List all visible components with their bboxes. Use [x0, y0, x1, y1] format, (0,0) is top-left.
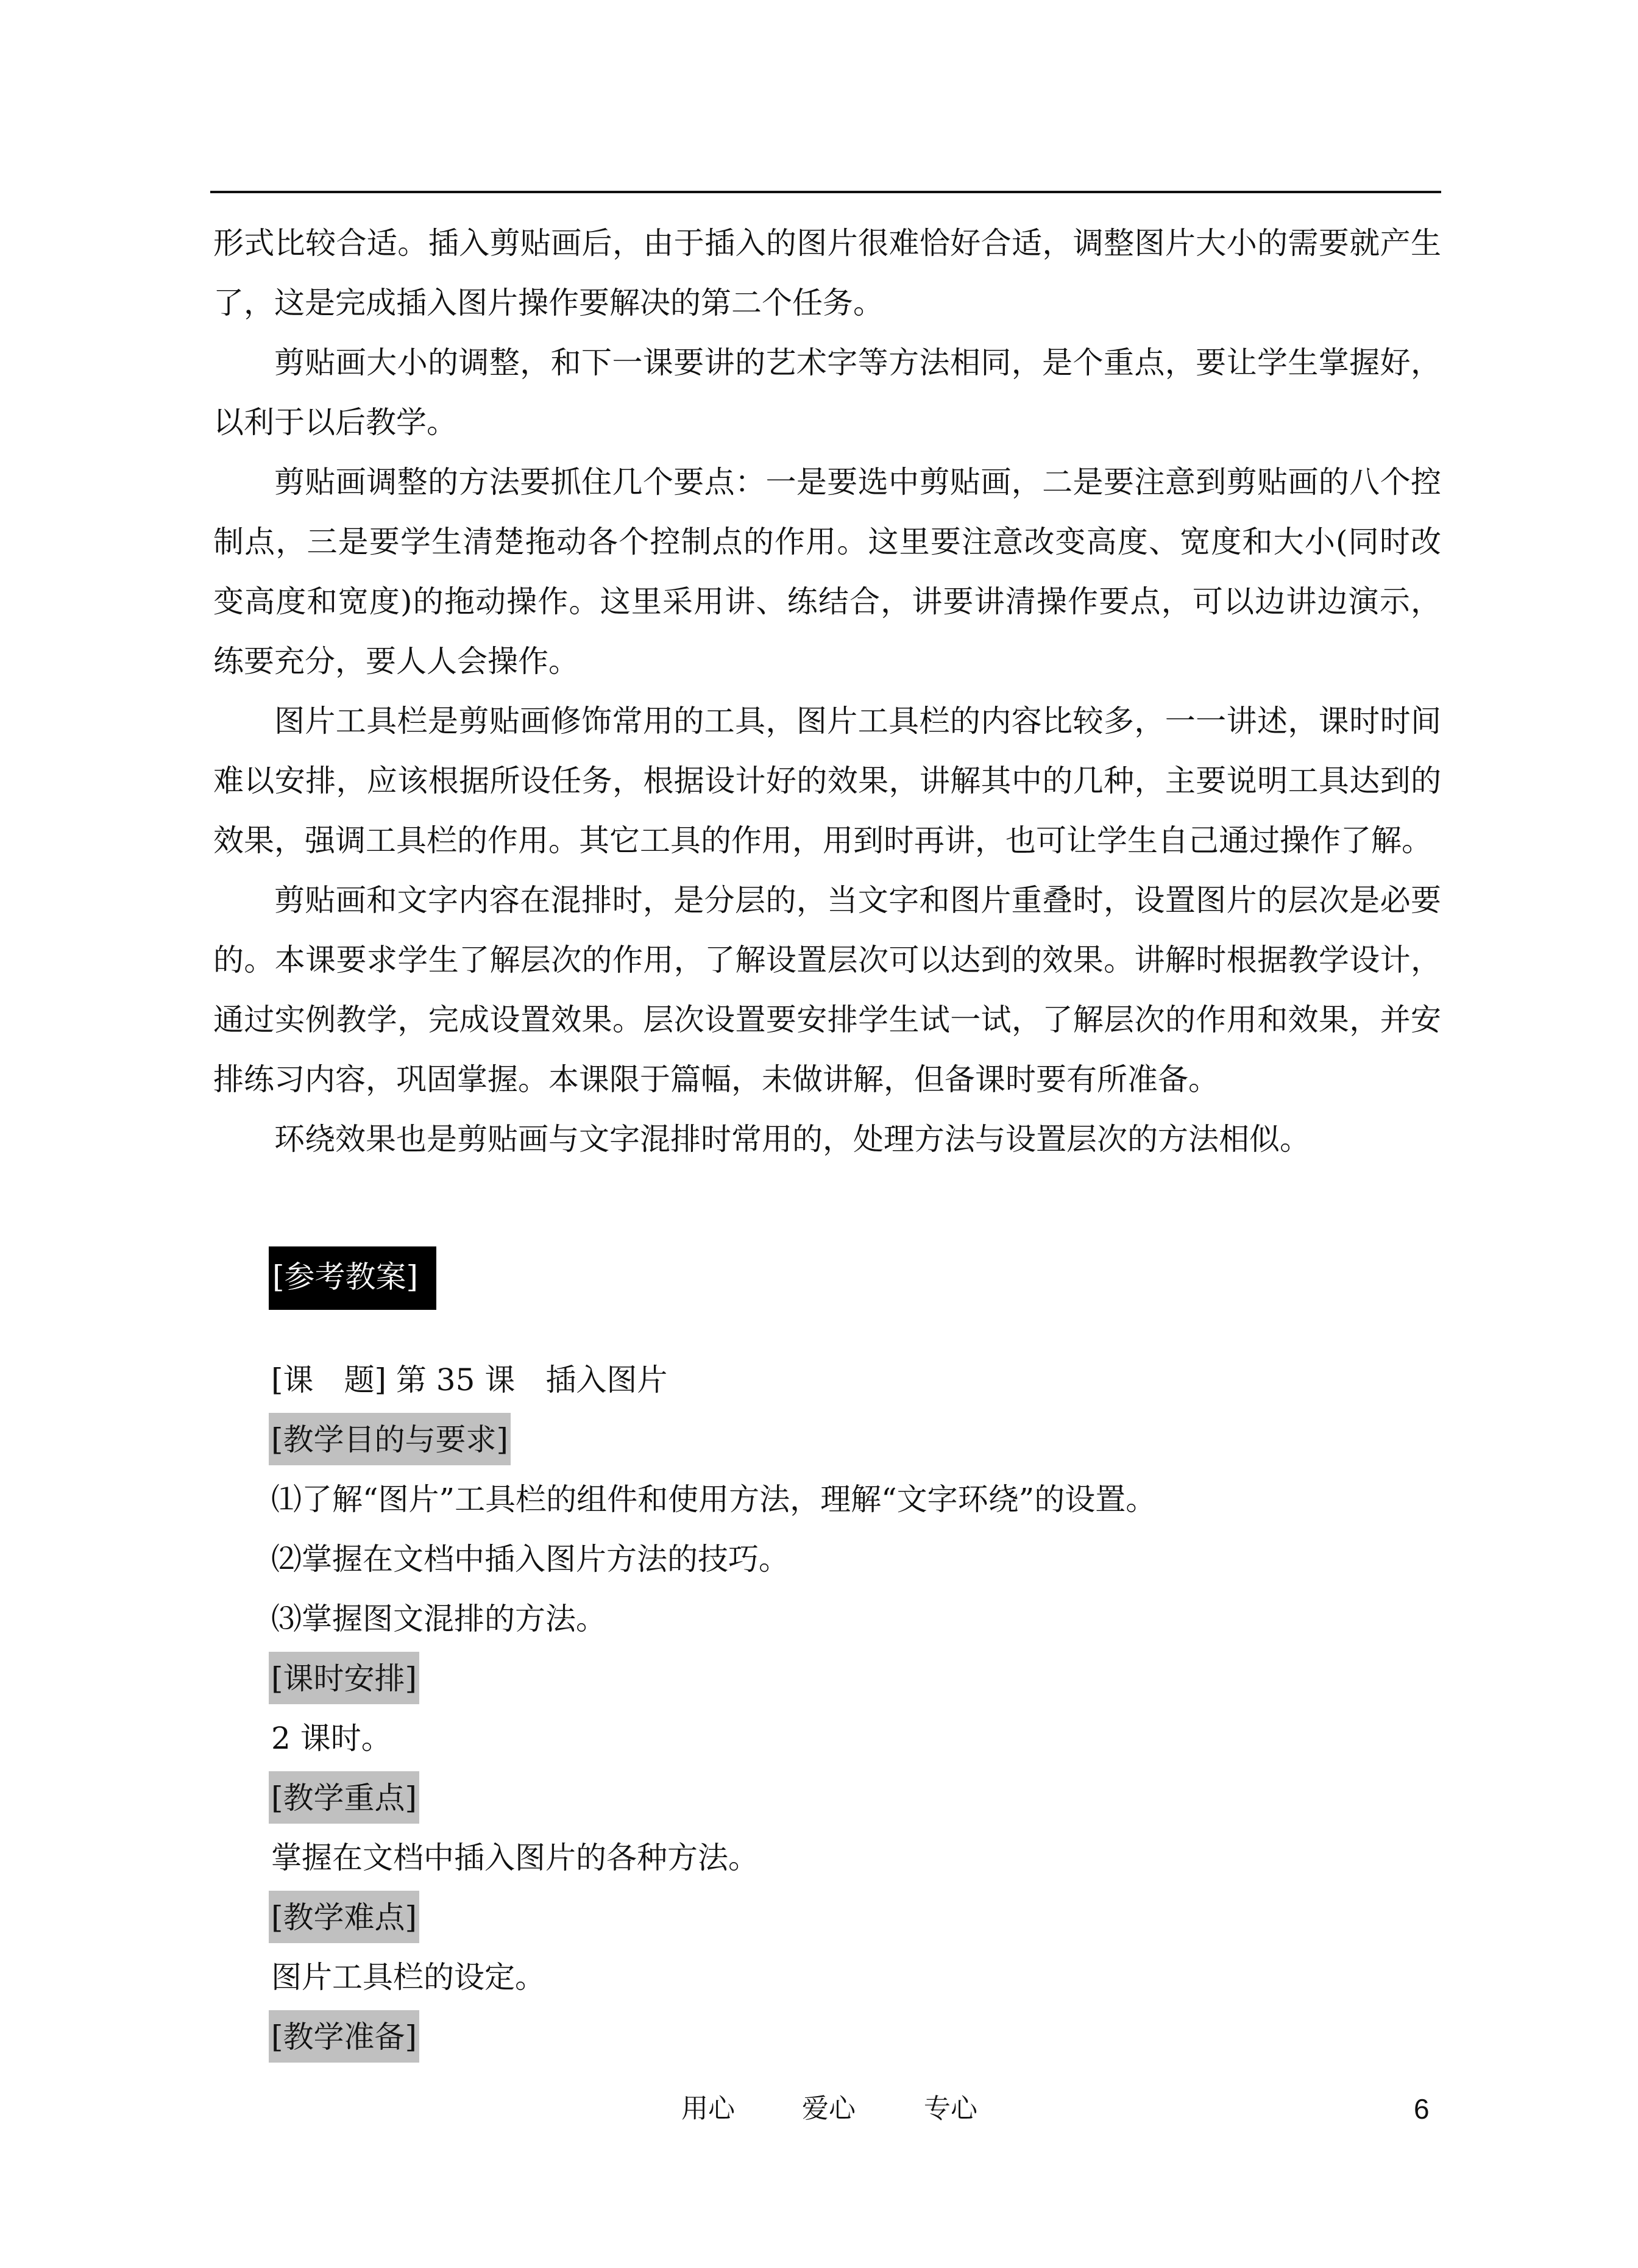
- schedule-heading-row: [271, 1649, 1441, 1708]
- key-heading-row: [271, 1768, 1441, 1828]
- goal-item: ⑵掌握在文档中插入图片方法的技巧。: [271, 1541, 789, 1577]
- footer-motto-2: 爱心: [802, 2093, 856, 2124]
- paragraph-continuation: 形式比较合适。插入剪贴画后，由于插入的图片很难恰好合适，调整图片大小的需要就产生了，这是完成插入图片操作要解决的第二个任务。: [213, 226, 1441, 321]
- goal-item: ⑶掌握图文混排的方法。: [271, 1601, 606, 1637]
- footer-motto-1: 用心: [681, 2093, 735, 2124]
- lesson-topic: [课 题] 第 35 课 插入图片: [271, 1362, 668, 1398]
- page-number: 6: [1414, 2093, 1430, 2125]
- key-heading: [教学重点]: [269, 1771, 419, 1824]
- prep-heading-row: [271, 2007, 1441, 2067]
- paragraph-picture-toolbar: 图片工具栏是剪贴画修饰常用的工具，图片工具栏的内容比较多，一一讲述，课时时间难以安排，应该根据所设任务，根据设计好的效果，讲解其中的几种，主要说明工具达到的效果，强调工具栏的作用。其它工具的作用，用到时再讲，也可让学生自己通过操作了解。: [213, 703, 1441, 858]
- difficulty-heading-row: [271, 1888, 1441, 1947]
- paragraph-layering: 剪贴画和文字内容在混排时，是分层的，当文字和图片重叠时，设置图片的层次是必要的。本课要求学生了解层次的作用，了解设置层次可以达到的效果。讲解时根据教学设计，通过实例教学，完成设置效果。层次设置要安排学生试一试，了解层次的作用和效果，并安排练习内容，巩固掌握。本课限于篇幅，未做讲解，但备课时要有所准备。: [213, 883, 1441, 1097]
- goal-item: ⑴了解“图片”工具栏的组件和使用方法，理解“文字环绕”的设置。: [271, 1482, 1157, 1517]
- key-text: 掌握在文档中插入图片的各种方法。: [271, 1840, 759, 1875]
- reference-label-row: [271, 1246, 1441, 1350]
- schedule-text: 2 课时。: [271, 1721, 392, 1756]
- paragraph-wrap-effect: 环绕效果也是剪贴画与文字混排时常用的，处理方法与设置层次的方法相似。: [274, 1122, 1310, 1157]
- difficulty-text: 图片工具栏的设定。: [271, 1960, 545, 1995]
- body-text: [213, 213, 1441, 1169]
- header-rule: [210, 191, 1441, 193]
- paragraph-adjust-method: 剪贴画调整的方法要抓住几个要点：一是要选中剪贴画，二是要注意到剪贴画的八个控制点，三是要学生清楚拖动各个控制点的作用。这里要注意改变高度、宽度和大小(同时改变高度和宽度)的拖动操作。这里采用讲、练结合，讲要讲清操作要点，可以边讲边演示，练要充分，要人人会操作。: [213, 464, 1441, 679]
- footer-motto-3: 专心: [924, 2093, 977, 2124]
- lesson-plan: [271, 1246, 1441, 2067]
- reference-lesson-label: [参考教案]: [269, 1246, 436, 1310]
- paragraph-clipart-size: 剪贴画大小的调整，和下一课要讲的艺术字等方法相同，是个重点，要让学生掌握好，以利于以后教学。: [213, 345, 1441, 440]
- goals-heading: [教学目的与要求]: [269, 1413, 511, 1465]
- schedule-heading: [课时安排]: [269, 1652, 419, 1704]
- goals-heading-row: [271, 1410, 1441, 1470]
- prep-heading: [教学准备]: [269, 2010, 419, 2063]
- difficulty-heading: [教学难点]: [269, 1891, 419, 1943]
